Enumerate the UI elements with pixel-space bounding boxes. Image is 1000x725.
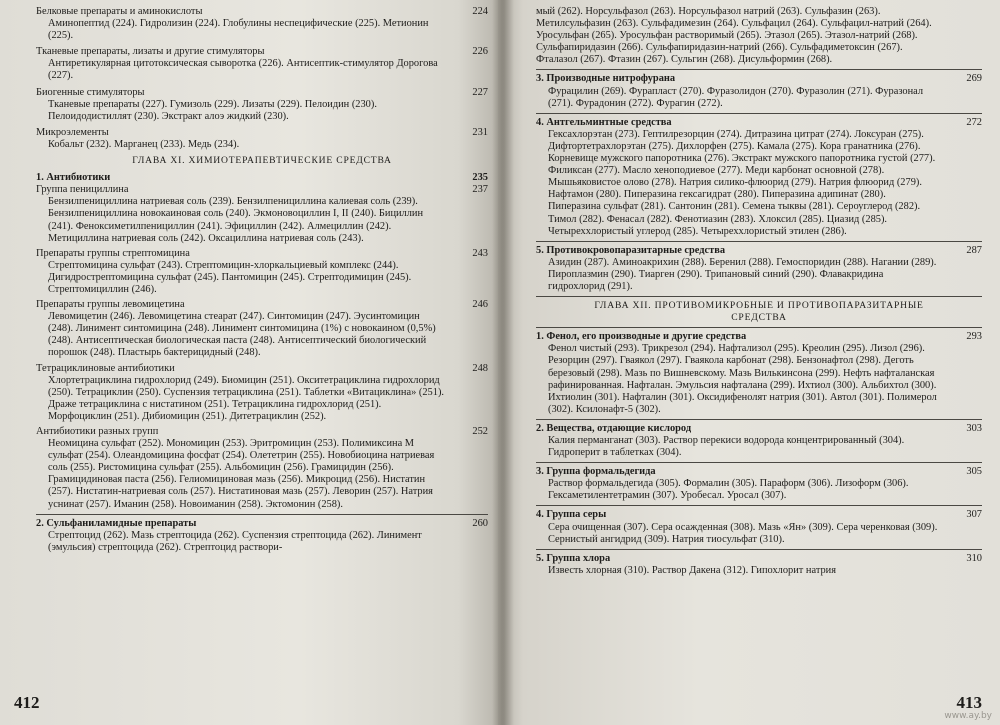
toc-entry [36, 127, 488, 151]
toc-entry [36, 6, 488, 42]
divider [536, 296, 982, 297]
section-heading [36, 172, 488, 184]
toc-heading: Микроэлементы [36, 126, 109, 138]
toc-entry [536, 509, 982, 545]
toc-body: Кобальт (232). Марганец (233). Медь (234). [48, 138, 240, 150]
toc-page-number: 260 [472, 517, 488, 529]
toc-page-number: 231 [472, 126, 488, 138]
toc-entry [536, 553, 982, 577]
toc-entry [536, 466, 982, 502]
toc-heading: Биогенные стимуляторы [36, 86, 145, 98]
right-page [498, 0, 1000, 725]
toc-heading: 5. Противокровопаразитарные средства [536, 244, 726, 256]
divider [536, 419, 982, 420]
toc-page-number: 237 [472, 184, 488, 196]
toc-heading: Тканевые препараты, лизаты и другие стимуляторы [36, 46, 265, 58]
toc-heading: 3. Производные нитрофурана [536, 73, 676, 85]
toc-heading: 4. Антгельминтные средства [536, 116, 672, 128]
divider [536, 69, 982, 70]
toc-body: Хлортетрациклина гидрохлорид (249). Биомицин (251). Окситетрациклина гидрохлорид (250). Тетрациклин (250). Суспензия тетрациклина (251). Таблетки «Витациклина» (251). Драже тетрациклина с нистатином (251). Тетрациклина гидрохлорид (251). Морфоциклин (251). Дибиомицин (251). Дитетрациклин (252). [48, 374, 445, 422]
divider [536, 505, 982, 506]
page-number-left: 412 [14, 693, 40, 712]
toc-heading: 4. Группа серы [536, 509, 607, 521]
toc-entry [36, 363, 488, 423]
toc-body: Стрептоцид (262). Мазь стрептоцида (262). Суспензия стрептоцида (262). Линимент (эмульсия) стрептоцида (262). Стрептоцид раствори- [48, 529, 422, 553]
toc-page-number: 303 [966, 422, 982, 434]
toc-page-number: 235 [472, 172, 488, 184]
toc-heading: Препараты группы стрептомицина [36, 247, 190, 259]
toc-body: Неомицина сульфат (252). Мономицин (253). Эритромицин (253). Полимиксина М сульфат (254). Олеандомицина фосфат (254). Олететрин (255). Новобиоцина натриевая соль (255). Ристомицина сульфат (255). Альбомицин (256). Грамицидин (256). Грамицидиновая паста (256). Гелиомициновая мазь (256). Микроцид (256). Нистатин (257). Нистатин-натриевая соль (257). Нистатиновая мазь (257). Леворин (257). Натрия уснинат (257). Иманин (258). Новоиманин (258). Эктомонин (258). [48, 438, 435, 510]
toc-entry [36, 248, 488, 296]
toc-entry [36, 46, 488, 82]
toc-entry [536, 117, 982, 238]
toc-page-number: 272 [966, 116, 982, 128]
toc-entry [536, 73, 982, 109]
toc-page-number: 246 [472, 299, 488, 311]
toc-entry [36, 299, 488, 359]
toc-body: Гексахлорэтан (273). Гептилрезорцин (274). Дитразина цитрат (274). Локсуран (275). Дифтортетрахлорэтан (275). Дихлорфен (275). Камала (275). Кора гранатника (276). Корневище мужского папоротника (276). Экстракт мужского папоротника густой (277). Филиксан (277). Масло хеноподиевое (277). Меди карбонат основной (278). Мышьяковистое олово (278). Натрия силико-флюорид (279). Натрия флюорид (279). Нафтамон (280). Пиперазина гексагидрат (280). Пиперазина адипинат (280). Пиперазина сульфат (281). Сантонин (281). Семена тыквы (281). Сероуглерод (282). Тимол (282). Фенасал (282). Фенотиазин (283). Хлоксил (285). Циазид (285). Четыреххлористый углерод (285). Четыреххлористый этилен (286). [548, 128, 936, 237]
toc-entry [36, 184, 488, 244]
divider [536, 462, 982, 463]
watermark: www.ay.by [944, 711, 992, 721]
section-title: 1. Антибиотики [36, 172, 111, 184]
divider [536, 327, 982, 328]
toc-body: Антиретикулярная цитотоксическая сыворотка (226). Антисептик-стимулятор Дорогова (227). [48, 58, 438, 82]
toc-body: Стрептомицина сульфат (243). Стрептомицин-хлоркальциевый комплекс (244). Дигидрострептомицина сульфат (245). Пантомицин (245). Стрептодимицин (245). Стрептомициллин (246). [48, 259, 412, 295]
toc-body: Азидин (287). Аминоакрихин (288). Беренил (288). Гемоспоридин (288). Нагании (289). Пироплазмин (290). Тиарген (290). Трипановый синий (290). Флавакридина гидрохлорид (291). [548, 256, 937, 292]
toc-page-number: 305 [966, 466, 982, 478]
toc-body: Аминопептид (224). Гидролизин (224). Глобулины неспецифические (225). Метионин (225). [48, 18, 429, 42]
toc-page-number: 293 [966, 331, 982, 343]
chapter-title: ГЛАВА XI. ХИМИОТЕРАПЕВТИЧЕСКИЕ СРЕДСТВА [132, 155, 392, 167]
toc-page-number: 287 [966, 244, 982, 256]
chapter-title-line2: СРЕДСТВА [731, 312, 787, 324]
toc-page-number: 269 [966, 73, 982, 85]
toc-heading: Препараты группы левомицетина [36, 299, 185, 311]
left-column [36, 6, 488, 554]
toc-body: Сера очищенная (307). Сера осажденная (308). Мазь «Ян» (309). Сера черенковая (309). Сернистый ангидрид (309). Натрия тиосульфат (310). [548, 521, 938, 545]
toc-heading: Антибиотики разных групп [36, 426, 159, 437]
toc-body: Калия перманганат (303). Раствор перекиси водорода концентрированный (304). Гидроперит в таблетках (304). [548, 435, 905, 459]
toc-page-number: 248 [472, 362, 488, 374]
toc-body: Известь хлорная (310). Раствор Дакена (312). Гипохлорит натрия [548, 564, 837, 576]
toc-heading: 3. Группа формальдегида [536, 466, 656, 478]
toc-page-number: 307 [966, 509, 982, 521]
toc-heading: Группа пенициллина [36, 184, 129, 196]
toc-entry [36, 87, 488, 123]
toc-entry [536, 423, 982, 459]
divider [536, 241, 982, 242]
toc-body: Фурацилин (269). Фурапласт (270). Фуразолидон (270). Фуразолин (271). Фуразонал (271). Фурадонин (272). Фурагин (272). [548, 85, 924, 109]
toc-page-number: 252 [472, 426, 488, 437]
left-page [0, 0, 498, 725]
toc-heading: 2. Сульфаниламидные препараты [36, 517, 197, 529]
toc-body: Тканевые препараты (227). Гумизоль (229). Лизаты (229). Пелоидин (230). Пелоидодистиллят (230). Экстракт алоэ жидкий (230). [48, 98, 377, 122]
toc-entry [36, 518, 488, 554]
toc-page-number: 226 [472, 46, 488, 58]
toc-heading: Тетрациклиновые антибиотики [36, 362, 175, 374]
toc-body: Левомицетин (246). Левомицетина стеарат (247). Синтомицин (247). Эусинтомицин (248). Линимент синтомицина (248). Линимент синтомицина (1%) с новокаином (0,5%) (248). Антисептическая биологическая паста (248). Антисептический биологический порошок (248). Пластырь бактерицидный (248). [48, 311, 436, 359]
toc-entry [36, 426, 488, 511]
toc-page-number: 243 [472, 247, 488, 259]
toc-entry [536, 6, 982, 66]
toc-heading: 5. Группа хлора [536, 552, 611, 564]
toc-heading: Белковые препараты и аминокислоты [36, 6, 203, 17]
toc-heading: 2. Вещества, отдающие кислород [536, 422, 692, 434]
divider [536, 549, 982, 550]
page-number-right: 413 [956, 693, 982, 712]
toc-body: мый (262). Норсульфазол (263). Норсульфазол натрий (263). Сульфазин (263). Метилсульфазин (263). Сульфадимезин (264). Сульфацил (264). Сульфацил-натрий (264). Уросульфан (265). Уросульфан растворимый (265). Этазол (265). Этазол-натрий (268). Сульфапиридазин (266). Сульфапиридазин-натрий (266). Сульфадиметоксин (267). Фталазол (267). Фтазин (267). Сульгин (268). Дисульформин (268). [536, 6, 932, 66]
toc-heading: 1. Фенол, его производные и другие средства [536, 331, 747, 343]
divider [36, 514, 488, 515]
toc-body: Фенол чистый (293). Трикрезол (294). Нафтализол (295). Креолин (295). Лизол (296). Резорцин (297). Гваякол (297). Гваякола карбонат (298). Бензонафтол (298). Деготь березовый (298). Мазь по Вишневскому. Мазь Вилькинсона (299). Нефть нафталанская рафинированная. Нафталан. Эмульсия нафталана (299). Ихтиол (300). Альбихтол (300). Ихтиолин (301). Нафталин (301). Оксидифенолят натрия (301). Автол (301). Полимерол (302). Ксилонафт-5 (302). [548, 343, 937, 415]
toc-body: Бензилпенициллина натриевая соль (239). Бензилпенициллина калиевая соль (239). Бензилпенициллина новокаиновая соль (240). Экмоновоциллин I, II (240). Бициллин (241). Феноксиметилпенициллин (241). Эфициллин (242). Алмециллин (242). Метициллина натриевая соль (242). Оксациллина натриевая соль (243). [48, 196, 424, 244]
toc-page-number: 310 [966, 552, 982, 564]
toc-page-number: 227 [472, 86, 488, 98]
toc-entry [536, 245, 982, 293]
chapter-title: ГЛАВА XII. ПРОТИВОМИКРОБНЫЕ И ПРОТИВОПАРАЗИТАРНЫЕ [594, 300, 924, 312]
right-column [536, 6, 982, 577]
toc-body: Раствор формальдегида (305). Формалин (305). Параформ (306). Лизоформ (306). Гексаметилентетрамин (307). Уробесал. Уросал (307). [548, 478, 909, 502]
divider [536, 113, 982, 114]
toc-page-number: 224 [472, 6, 488, 17]
toc-entry [536, 331, 982, 416]
